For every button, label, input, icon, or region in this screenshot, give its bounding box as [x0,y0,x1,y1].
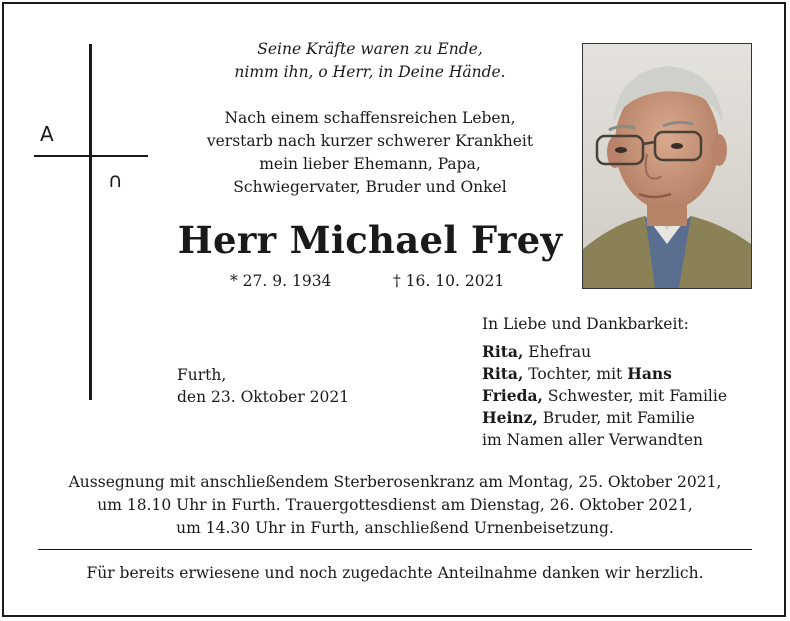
family-member [482,385,727,407]
service-line: Aussegnung mit anschließendem Sterberosenkranz am Montag, 25. Oktober 2021, [68,473,722,491]
intro-text [160,107,580,199]
member-relation: Schwester, mit Familie [542,387,727,405]
death-date: † 16. 10. 2021 [393,272,505,290]
intro-line: verstarb nach kurzer schwerer Krankheit [206,132,534,150]
intro-line: Nach einem schaffensreichen Leben, [224,109,516,127]
birth-date: * 27. 9. 1934 [230,272,332,290]
date-line: den 23. Oktober 2021 [177,388,350,406]
service-line: um 18.10 Uhr in Furth. Trauergottesdienst am Dienstag, 26. Oktober 2021, [97,496,693,514]
motto-line: Seine Kräfte waren zu Ende, [257,40,483,58]
member-relation: Bruder, mit Familie [537,409,695,427]
family-heading: In Liebe und Dankbarkeit: [482,315,689,333]
service-details [20,471,770,540]
omega-symbol: ∩ [108,168,123,192]
place-line: Furth, [177,366,227,384]
member-name: Rita, [482,364,524,383]
family-closing: im Namen aller Verwandten [482,431,703,449]
motto-verse [160,38,580,84]
alpha-symbol: A [40,122,54,146]
motto-line: nimm ihn, o Herr, in Deine Hände. [234,63,506,81]
deceased-name: Herr Michael Frey [177,218,563,262]
member-relation: Tochter, mit [523,365,628,383]
portrait-photo-icon [583,44,751,288]
family-member [482,407,727,429]
family-member [482,341,727,363]
member-name: Rita, [482,342,524,361]
member-partner: Hans [627,364,672,383]
divider [38,549,752,550]
portrait-photo [582,43,752,289]
cross-vertical-beam [89,44,92,400]
family-list [482,341,727,451]
member-name: Frieda, [482,386,543,405]
cross-horizontal-beam [34,155,148,157]
intro-line: Schwiegervater, Bruder und Onkel [233,178,507,196]
service-line: um 14.30 Uhr in Furth, anschließend Urnenbeisetzung. [176,519,614,537]
intro-line: mein lieber Ehemann, Papa, [259,155,481,173]
place-and-date [177,364,349,408]
member-name: Heinz, [482,408,538,427]
family-member [482,363,727,385]
member-relation: Ehefrau [523,343,592,361]
thanks-text: Für bereits erwiesene und noch zugedachte Anteilnahme danken wir herzlich. [86,564,704,582]
